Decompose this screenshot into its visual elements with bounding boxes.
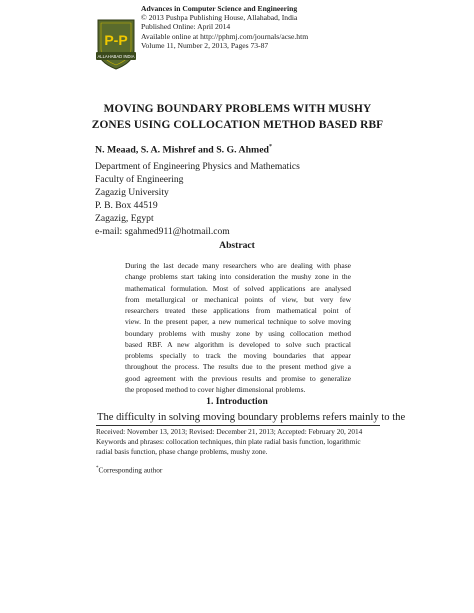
paper-title [70, 101, 405, 133]
section-heading-introduction: 1. Introduction [206, 396, 268, 407]
journal-volume: Volume 11, Number 2, 2013, Pages 73-87 [141, 40, 269, 50]
abstract-line: During the last decade many researchers who are dealing with phase [125, 261, 351, 270]
abstract-line: throughout the process. The results due to the present method give a [125, 362, 351, 372]
journal-published: Published Online: April 2014 [141, 22, 231, 32]
affiliation-line: P. B. Box 44519 [95, 200, 158, 211]
abstract-heading: Abstract [219, 240, 255, 251]
footnote-keywords-cont: radial basis function, phase change problems, mushy zone. [96, 447, 268, 456]
footnote-corresponding [96, 464, 382, 475]
affiliation-line: Zagazig University [95, 187, 169, 198]
intro-paragraph: The difficulty in solving moving boundary problems refers mainly to the [97, 412, 406, 423]
abstract-line: boundary problems with mushy zone by using collocation method [125, 328, 351, 338]
affiliation-line: Department of Engineering Physics and Mathematics [95, 161, 300, 172]
journal-copyright: © 2013 Pushpa Publishing House, Allahabad, India [141, 13, 298, 23]
abstract-line: view. In the present paper, a new numerical technique to solve moving [125, 317, 351, 327]
abstract-line: from metallurgical or mechanical points of view, but very few [125, 294, 351, 304]
logo-ribbon-text: ALLAHABAD INDIA [97, 54, 135, 59]
journal-info [141, 4, 441, 50]
footnote-dates: Received: November 13, 2013; Revised: December 21, 2013; Accepted: February 20, 2014 [96, 427, 363, 436]
abstract-line: the proposed method to cover higher dimensional problems. [125, 384, 306, 394]
abstract-line: mathematical formulation. Most of solved applications are analysed [125, 283, 351, 293]
footnote-keywords: Keywords and phrases: collocation techniques, thin plate radial basis function, logarithmic [96, 437, 361, 446]
affiliation-email: e-mail: sgahmed911@hotmail.com [95, 226, 230, 237]
publisher-logo [94, 14, 138, 72]
abstract-line: good agreement with the previous results and promise to generalize [125, 373, 351, 383]
footnotes [96, 427, 382, 475]
authors-text: N. Meaad, S. A. Mishref and S. G. Ahmed [95, 144, 270, 156]
title-line: MOVING BOUNDARY PROBLEMS WITH MUSHY [103, 103, 372, 115]
affiliation-line: Faculty of Engineering [95, 174, 184, 185]
title-line: ZONES USING COLLOCATION METHOD BASED RBF [91, 119, 384, 131]
corresponding-text: Corresponding author [98, 465, 163, 475]
journal-name: Advances in Computer Science and Engineering [141, 4, 298, 13]
abstract-line: based RBF. A new algorithm is developed to solve such practical [125, 339, 351, 349]
footnote-rule [96, 425, 380, 426]
journal-url: Available online at http://pphmj.com/journals/acse.htm [141, 31, 309, 41]
author-list [95, 144, 272, 155]
affiliation [95, 160, 300, 238]
affiliation-line: Zagazig, Egypt [95, 213, 154, 224]
author-mark: * [269, 144, 273, 150]
corresponding-mark: * [96, 466, 99, 471]
abstract-line: problems specially to track the moving boundaries that appear [125, 351, 351, 360]
abstract-line: change problems start taking into consideration the mushy zone in the [125, 272, 351, 282]
logo-mark: P-P [104, 32, 128, 48]
abstract-body [125, 260, 351, 395]
abstract-line: researchers treated these applications from mathematical point of [125, 306, 351, 315]
